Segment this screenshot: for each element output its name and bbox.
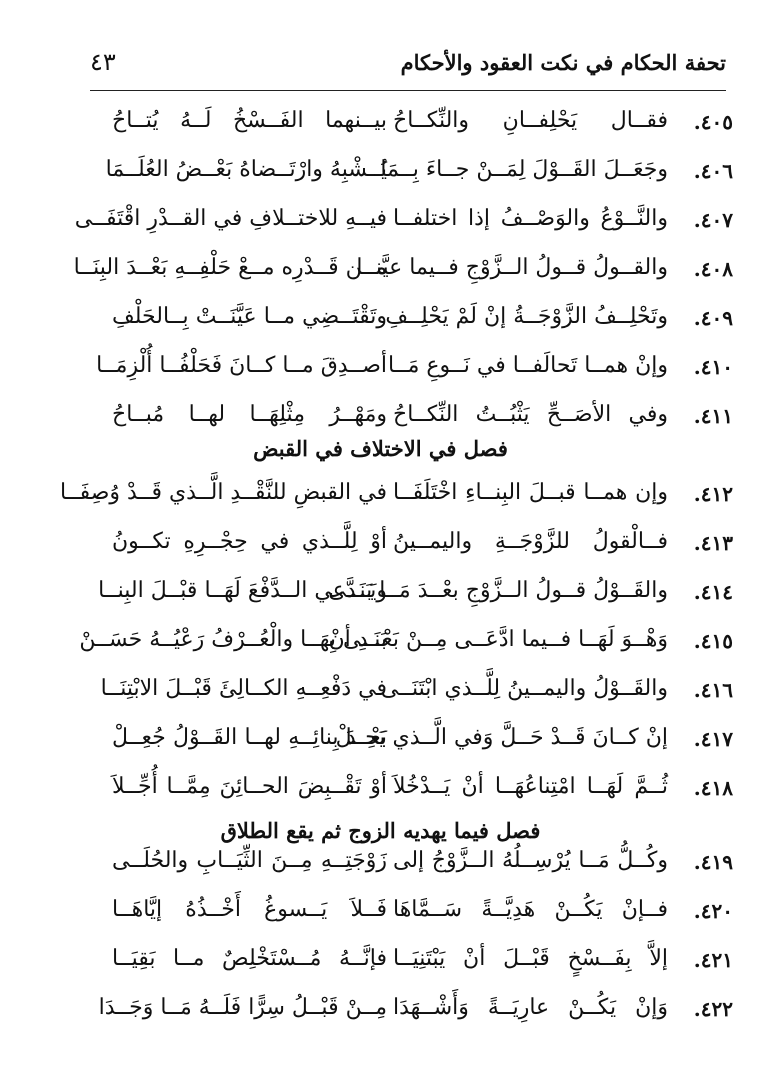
verse-number: ٤٠٩. — [693, 306, 733, 330]
first-hemistich: وجَعَــلَ القَــوْلَ لِمَــنْ جــاءَ بِــمَا — [380, 157, 668, 182]
first-hemistich: وإن همــا قبــلَ البِنــاءِ اخْتَلَفَــا — [393, 480, 668, 505]
verse-line — [60, 576, 733, 616]
first-hemistich: وفي الأصَــحِّ يَثْبُــتُ النِّكــاحُ — [393, 402, 668, 427]
second-hemistich: فإنَّــهُ مُــسْتَخْلِصٌ مــا بَقِيَــا — [112, 946, 387, 971]
verse-line — [60, 772, 733, 812]
verse-number: ٤١٥. — [693, 629, 733, 653]
verse-line — [60, 302, 733, 342]
verse-line — [60, 723, 733, 763]
verse-line — [60, 625, 733, 665]
second-hemistich: فَــلاَ يَــسوغُ أَخْــذُهُ إيَّاهَــا — [112, 897, 387, 922]
second-hemistich: فيــهِ للاختــلافِ في القــدْرِ اقْتَفَــى — [74, 206, 387, 231]
verse-line — [60, 351, 733, 391]
first-hemistich: وتَحْلِــفُ الزَّوْجَــةُ إنْ لَمْ يَحْلِــفِ — [385, 304, 668, 329]
verse-number: ٤١٦. — [693, 678, 733, 702]
verse-line — [60, 993, 733, 1033]
second-hemistich: بَعْــدَ بِنائِــهِ لهــا القَــوْلُ جُعِــلْ — [112, 725, 387, 750]
first-hemistich: وإنْ همــا تَحالَفــا في نَــوعِ مَــا — [388, 353, 668, 378]
second-hemistich: في القبضِ للنَّقْــدِ الَّــذي قَــدْ وُصِفَــا — [59, 480, 387, 505]
verse-line — [60, 106, 733, 146]
book-title: تحفة الحكام في نكت العقود والأحكام — [400, 50, 726, 75]
verse-number: ٤١١. — [693, 404, 733, 428]
verse-number: ٤١٩. — [693, 850, 733, 874]
first-hemistich: فقــال يَحْلِفــانِ والنِّكــاحُ — [393, 108, 668, 133]
first-hemistich: والقــولُ قــولُ الــزَّوْجِ فــيما عيَّنــا — [356, 255, 668, 280]
verse-number: ٤٠٧. — [693, 208, 733, 232]
verse-line — [60, 895, 733, 935]
verse-number: ٤١٢. — [693, 482, 733, 506]
second-hemistich: يُــشْبِهُ وارْتَــضاهُ بَعْــضُ العُلَــمَا — [105, 157, 387, 182]
verse-number: ٤٠٥. — [693, 110, 733, 134]
verse-number: ٤١٤. — [693, 580, 733, 604]
second-hemistich: بَنَــى بِهَــا والْعُــرْفُ رَعْيُــهُ حَسَــنْ — [79, 627, 387, 652]
verse-line — [60, 846, 733, 886]
first-hemistich: ثُــمَّ لَهَــا امْتِناعُهَــا أنْ يَــدْخُلاَ — [393, 774, 668, 799]
verse-line — [60, 253, 733, 293]
second-hemistich: مِــنْ قَبْــلُ سِرًّا فَلَــهُ مَــا وَجَــدَا — [98, 995, 387, 1020]
second-hemistich: بيــنهما الفَــسْخُ لَــهُ يُتــاحُ — [112, 108, 387, 133]
second-hemistich: مــن قَــدْرِه مــعْ حَلْفِــهِ بَعْــدَ البِنَــا — [73, 255, 387, 280]
first-hemistich: والقَــوْلُ قــولُ الــزَّوْجِ بعْــدَ مَــا بَنَــى — [328, 578, 668, 603]
second-hemistich: أوْ لِلَّــذي في حِجْــرِهِ تكــونُ — [112, 529, 387, 554]
second-hemistich: أوْ تَقْــبِضَ الحــائِنَ مِمَّــا أُجِّــلاَ — [112, 774, 387, 799]
second-hemistich: زَوْجَتِــهِ مِــنَ الثِّيَــابِ والحُلَــى — [112, 848, 387, 873]
verse-line — [60, 400, 733, 440]
verse-line — [60, 155, 733, 195]
first-hemistich: فــالْقولُ للزَّوْجَــةِ واليمــينُ — [393, 529, 668, 554]
first-hemistich: وَإنْ يَكُــنْ عارِيَــةً وَأَشْــهَدَا — [393, 995, 668, 1020]
section-heading: فصل فيما يهديه الزوج ثم يقع الطلاق — [220, 818, 541, 843]
verse-line — [60, 527, 733, 567]
verse-number: ٤١٠. — [693, 355, 733, 379]
verse-number: ٤٠٨. — [693, 257, 733, 281]
first-hemistich: فــإنْ يَكُــنْ هَدِيَّــةً سَــمَّاهَا — [393, 897, 668, 922]
verse-line — [60, 204, 733, 244]
verse-number: ٤١٣. — [693, 531, 733, 555]
verse-number: ٤٢١. — [693, 948, 733, 972]
section-heading: فصل في الاختلاف في القبض — [253, 436, 508, 461]
first-hemistich: إنْ كــانَ قَــدْ حَــلَّ وَفي الَّــذي يَحِــلْ — [335, 725, 668, 750]
verse-number: ٤٢٠. — [693, 899, 733, 923]
first-hemistich: وكُــلُّ مَــا يُرْسِــلُهُ الــزَّوْجُ إلى — [393, 848, 668, 873]
second-hemistich: في دَفْعِــهِ الكــالِئَ قَبْــلَ الابْتِنَــا — [100, 676, 387, 701]
verse-line — [60, 478, 733, 518]
running-header — [90, 48, 726, 88]
verse-line — [60, 674, 733, 714]
verse-line — [60, 944, 733, 984]
first-hemistich: والقَــوْلُ واليمــينُ لِلَّــذي ابْتَنَــى — [380, 676, 668, 701]
verse-number: ٤٢٢. — [693, 997, 733, 1021]
second-hemistich: ويَــدَّعي الــدَّفْعَ لَهَــا قبْــلَ البِنــا — [98, 578, 387, 603]
second-hemistich: أصــدِقَ مــا كــانَ فَحَلْفُــا أُلْزِمَــا — [96, 353, 387, 378]
first-hemistich: وَهْــوَ لَهَــا فــيما ادَّعَــى مِــنْ بَعْــدِ أنْ — [328, 627, 668, 652]
verse-number: ٤١٧. — [693, 727, 733, 751]
first-hemistich: والنَّــوْعُ والوَصْــفُ إذا اختلفــا — [393, 206, 668, 231]
first-hemistich: إلاَّ بِفَــسْخٍ قَبْــلَ أنْ يَبْتَنِيَــا — [393, 946, 668, 971]
verse-number: ٤٠٦. — [693, 159, 733, 183]
page-number: ٤٣ — [90, 48, 116, 76]
second-hemistich: وتَقْتَــضِي مــا عَيَّنَــتْ بِــالحَلْفِ — [112, 304, 387, 329]
header-rule — [90, 90, 726, 91]
second-hemistich: ومَهْــرُ مِثْلِهَــا لهــا مُبــاحُ — [112, 402, 387, 427]
verse-number: ٤١٨. — [693, 776, 733, 800]
